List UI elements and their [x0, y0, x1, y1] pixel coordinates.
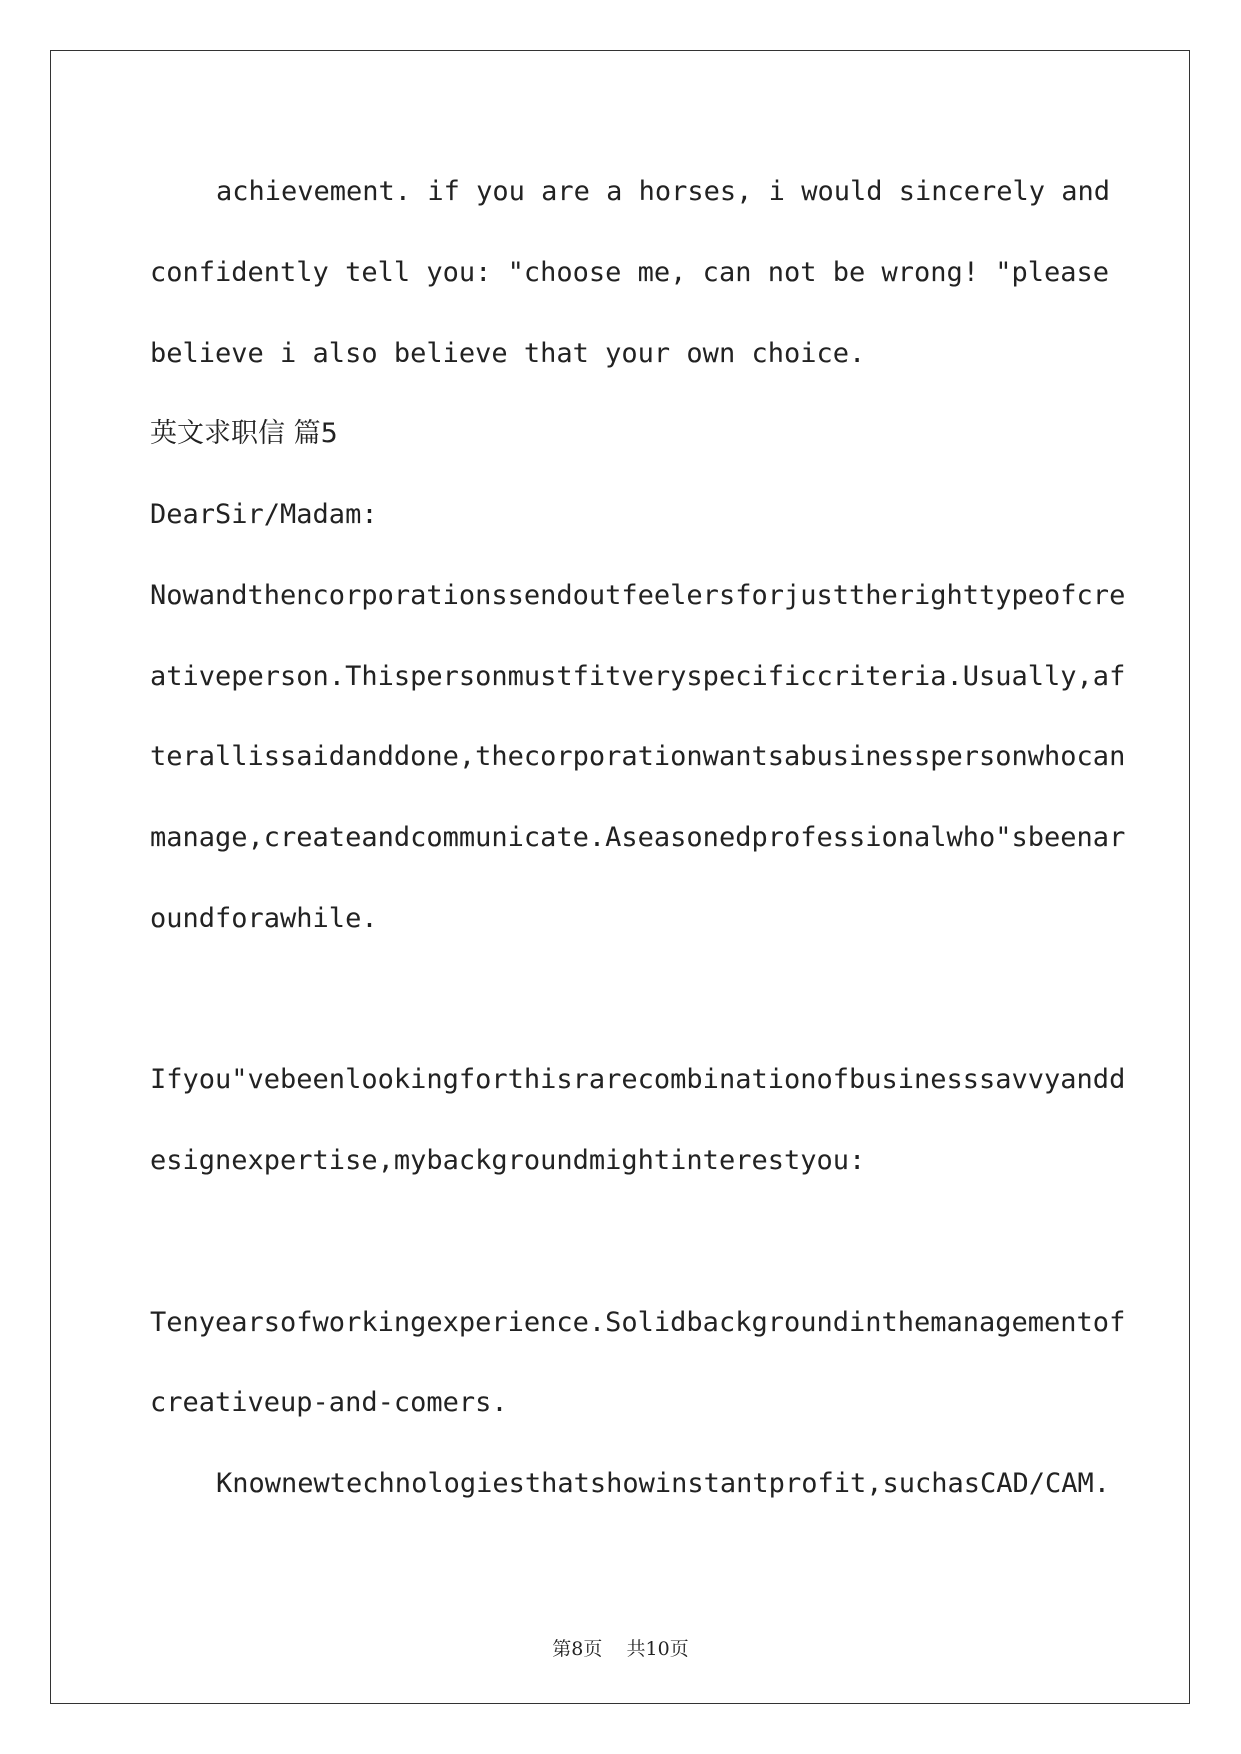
page-footer — [0, 1634, 1241, 1661]
text-line-7: ativeperson.Thispersonmustfitveryspecificcriteria.Usually,af — [150, 661, 1126, 692]
text-line-11: Ifyou"vebeenlookingforthisrarecombinationofbusinesssavvyandd — [150, 1064, 1126, 1095]
text-line-8: terallissaidanddone,thecorporationwantsabusinesspersonwhocan — [150, 741, 1126, 772]
salutation: DearSir/Madam: — [150, 499, 378, 530]
text-line-12: esignexpertise,mybackgroundmightinterestyou: — [150, 1145, 866, 1176]
text-line-1: achievement. if you are a horses, i would sincerely and — [216, 176, 1111, 207]
section-heading: 英文求职信 篇5 — [150, 418, 338, 449]
page-number: 第8页 — [552, 1638, 603, 1660]
text-line-15: Knownewtechnologiesthatshowinstantprofit,suchasCAD/CAM. — [216, 1468, 1111, 1499]
text-line-13: Tenyearsofworkingexperience.Solidbackgroundinthemanagementof — [150, 1307, 1126, 1338]
text-line-6: Nowandthencorporationssendoutfeelersforjusttherighttypeofcre — [150, 580, 1126, 611]
text-line-10: oundforawhile. — [150, 903, 378, 934]
text-line-9: manage,createandcommunicate.Aseasonedprofessionalwho"sbeenar — [150, 822, 1126, 853]
page-border — [50, 50, 1190, 1704]
page-total: 共10页 — [626, 1638, 689, 1660]
text-line-2: confidently tell you: "choose me, can not be wrong! "please — [150, 257, 1110, 288]
text-line-14: creativeup-and-comers. — [150, 1387, 508, 1418]
text-line-3: believe i also believe that your own choice. — [150, 338, 866, 369]
